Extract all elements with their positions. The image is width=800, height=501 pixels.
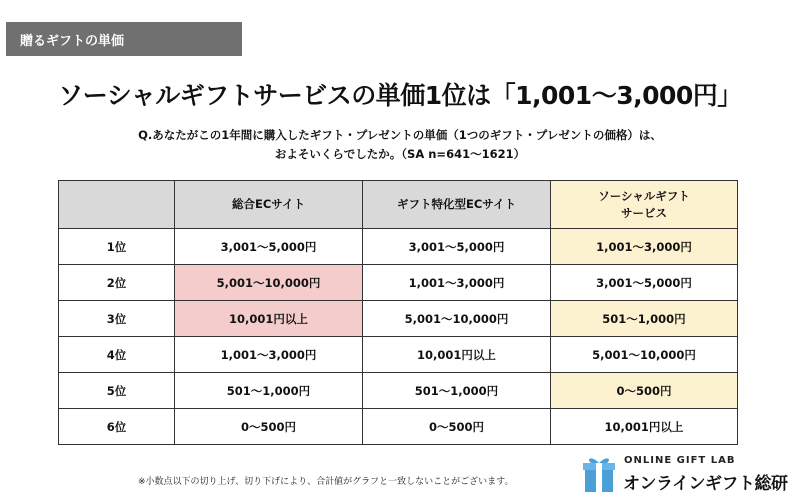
- table-cell: 0～500円: [363, 409, 551, 445]
- table-header-row: [59, 181, 738, 229]
- rank-cell: 5位: [59, 373, 175, 409]
- header-general-ec: [175, 181, 363, 229]
- table-cell: 0～500円: [175, 409, 363, 445]
- table-cell-highlight: 0～500円: [551, 373, 738, 409]
- table-cell: 501～1,000円: [175, 373, 363, 409]
- page-title: ソーシャルギフトサービスの単価1位は「1,001～3,000円」: [58, 81, 742, 110]
- table-row: [59, 373, 738, 409]
- header-corner: [59, 181, 175, 229]
- table-cell-highlight: 10,001円以上: [175, 301, 363, 337]
- gift-box-icon: [582, 453, 616, 493]
- table-cell: 5,001～10,000円: [363, 301, 551, 337]
- table-cell: 501～1,000円: [363, 373, 551, 409]
- table-cell: 10,001円以上: [363, 337, 551, 373]
- logo-japanese: オンラインギフト総研: [623, 474, 788, 494]
- table-cell: 1,001～3,000円: [175, 337, 363, 373]
- header-social-gift: [551, 181, 738, 229]
- rank-cell: 4位: [59, 337, 175, 373]
- header-label: 総合ECサイト: [232, 197, 305, 211]
- table-row: [59, 265, 738, 301]
- survey-question: [0, 126, 800, 164]
- rank-cell: 2位: [59, 265, 175, 301]
- table-cell: 3,001～5,000円: [551, 265, 738, 301]
- section-tag: 贈るギフトの単価: [6, 22, 242, 56]
- table-row: [59, 409, 738, 445]
- rank-cell: 6位: [59, 409, 175, 445]
- question-line-1: Q.あなたがこの1年間に購入したギフト・プレゼントの単価（1つのギフト・プレゼントの価格）は、: [138, 128, 662, 142]
- header-label: ギフト特化型ECサイト: [397, 197, 516, 211]
- table-cell: 3,001～5,000円: [175, 229, 363, 265]
- header-label-line2: サービス: [621, 205, 667, 220]
- table-cell: 3,001～5,000円: [363, 229, 551, 265]
- table-cell: 10,001円以上: [551, 409, 738, 445]
- header-label: ソーシャルギフト: [598, 188, 690, 203]
- logo: [582, 449, 794, 497]
- rank-cell: 3位: [59, 301, 175, 337]
- table-cell-highlight: 501～1,000円: [551, 301, 738, 337]
- table-row: [59, 229, 738, 265]
- table-row: [59, 337, 738, 373]
- question-line-2: およそいくらでしたか。（SA n=641～1621）: [274, 147, 526, 161]
- header-gift-ec: [363, 181, 551, 229]
- table-cell-highlight: 5,001～10,000円: [175, 265, 363, 301]
- ranking-table: [58, 180, 738, 445]
- logo-english: ONLINE GIFT LAB: [624, 455, 736, 466]
- footnote: ※小数点以下の切り上げ、切り下げにより、合計値がグラフと一致しないことがございます。: [138, 477, 514, 487]
- table-cell-highlight: 1,001～3,000円: [551, 229, 738, 265]
- table-row: [59, 301, 738, 337]
- table-cell: 5,001～10,000円: [551, 337, 738, 373]
- rank-cell: 1位: [59, 229, 175, 265]
- table-cell: 1,001～3,000円: [363, 265, 551, 301]
